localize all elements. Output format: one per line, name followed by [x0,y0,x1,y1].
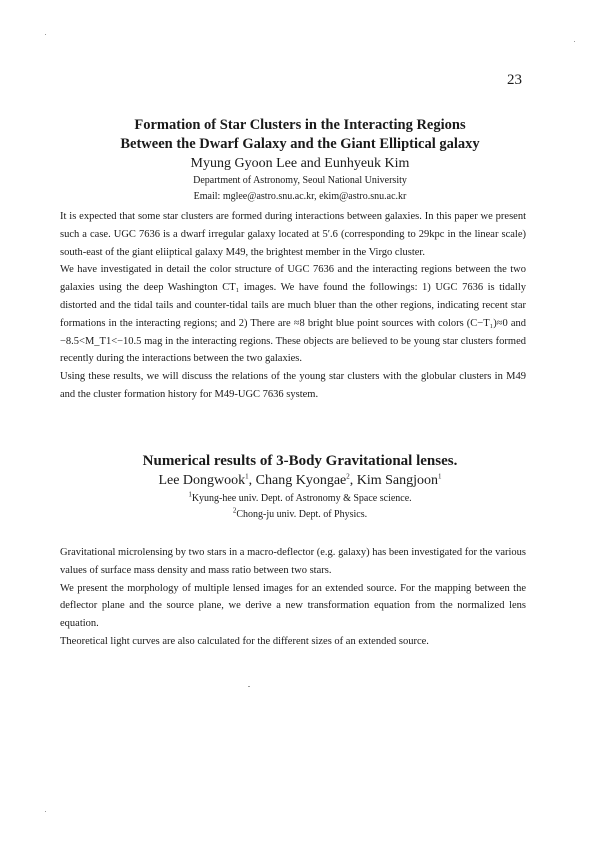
paper1-paragraph-3: Using these results, we will discuss the relations of the young star clusters with the globular clusters in M49 and the cluster formation history for M49-UGC 7636 system. [60,371,526,400]
paper2-author-2-sup: 2 [346,472,350,481]
paper1-email: Email: mglee@astro.snu.ac.kr, ekim@astro.snu.ac.kr [193,191,407,202]
scan-speck [45,811,46,812]
scan-speck [248,686,250,687]
paper2-author-1: Lee Dongwook [158,473,246,488]
paper2-paragraph-2: We present the morphology of multiple lensed images for an extended source. For the mapping between the deflector plane and the source plane, we derive a new transformation equation from the normalized lens equation. [60,582,526,630]
paper2-title: Numerical results of 3-Body Gravitational lenses. [142,453,458,469]
paper2-affil1-sup: 1 [188,490,192,499]
paper1-affiliation: Department of Astronomy, Seoul National University [193,175,407,186]
paper2-authors: Lee Dongwook$^1$, Chang Kyongae$^2$, Kim Sangjoon$^1$ [158,472,442,488]
page-number: 23 [507,72,522,88]
paper2-header [60,452,540,523]
paper1-abstract [60,208,526,404]
paper1-authors: Myung Gyoon Lee and Eunhyeuk Kim [190,156,410,171]
paper2-abstract [60,544,526,651]
paper2-affiliation-1 [60,491,540,507]
paper2-affil2-sup: 2 [232,506,237,515]
paper1-title-line2: Between the Dwarf Galaxy and the Giant Elliptical galaxy [120,136,480,152]
paper1-title-line1: Formation of Star Clusters in the Interacting Regions [134,117,466,133]
paper2-affil2-text: Chong-ju univ. Dept. of Physics. [236,509,368,520]
paper2-author-3-sup: 1 [438,472,442,481]
paper2-affil1-text: Kyung-hee univ. Dept. of Astronomy & Space science. [191,493,412,504]
paper2-paragraph-1: Gravitational microlensing by two stars in a macro-deflector (e.g. galaxy) has been investigated for the various values of surface mass density and mass ratio between two stars. [60,547,526,576]
scan-speck [45,34,46,35]
paper2-author-1-sup: 1 [245,472,249,481]
paper2-affiliation-2 [60,507,540,523]
paper2-author-3: Kim Sangjoon [356,473,439,488]
paper1-header [60,116,540,205]
scan-speck [574,41,575,42]
paper1-paragraph-1: It is expected that some star clusters are formed during interactions between galaxies. In this paper we present such a case. UGC 7636 is a dwarf irregular galaxy located at 5′.6 (corresponding to 29kpc in the linear scale) south-east of the giant eliiptical galaxy M49, the brightest member in the Virgo cluster. [60,211,526,258]
paper1-paragraph-2: We have investigated in detail the color structure of UGC 7636 and the interacting regions between the two galaxies using the deep Washington CT₁ images. We have found the followings: 1) UGC 7636 is tidally distorted and the tidal tails and counter-tidal tails are much bluer than the other regions, indicating recent star formations in the interacting regions; and 2) There are ≈8 bright blue point sources with colors (C−T₁)≈0 and −8.5<M_T1<−10.5 mag in the interacting regions. These objects are believed to be young star clusters formed recently during the interactions between the two galaxies. [60,264,526,365]
paper2-paragraph-3: Theoretical light curves are also calculated for the different sizes of an extended source. [60,635,429,647]
paper2-author-2: Chang Kyongae [255,473,347,488]
